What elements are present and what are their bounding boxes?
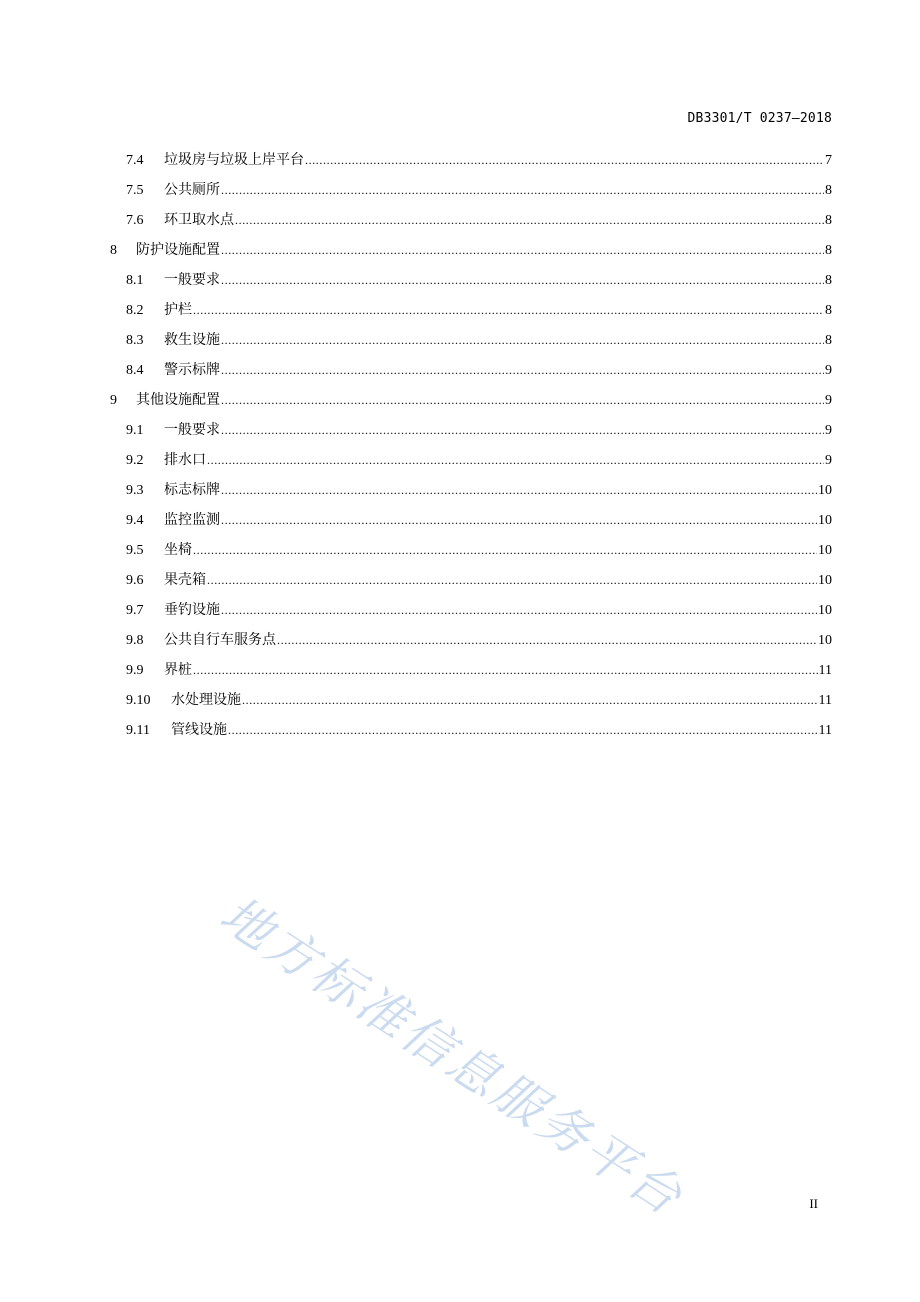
toc-dot-leader <box>221 415 824 445</box>
toc-entry-9-9[interactable] <box>126 655 832 685</box>
toc-entry-7-6[interactable] <box>126 205 832 235</box>
toc-entry-title: 管线设施 <box>171 722 227 738</box>
toc-entry-number: 8.4 <box>126 363 144 378</box>
toc-entry-9-5[interactable] <box>126 535 832 565</box>
document-code: DB3301/T 0237—2018 <box>687 111 832 126</box>
toc-entry-7-4[interactable] <box>126 145 832 175</box>
toc-entry-title: 界桩 <box>164 662 192 678</box>
toc-dot-leader <box>228 715 818 745</box>
toc-entry-title: 监控监测 <box>164 512 220 528</box>
toc-dot-leader <box>193 655 818 685</box>
toc-entry-number: 9.4 <box>126 513 144 528</box>
toc-entry-title: 防护设施配置 <box>136 242 220 258</box>
toc-entry-page: 9 <box>825 453 832 468</box>
toc-entry-number: 9.7 <box>126 603 144 618</box>
toc-entry-number: 8 <box>110 243 117 258</box>
toc-dot-leader <box>221 505 817 535</box>
toc-dot-leader <box>193 535 817 565</box>
toc-entry-page: 7 <box>825 153 832 168</box>
toc-entry-number: 9 <box>110 393 117 408</box>
toc-dot-leader <box>221 235 824 265</box>
toc-entry-9-7[interactable] <box>126 595 832 625</box>
toc-entry-title: 其他设施配置 <box>136 392 220 408</box>
toc-entry-9-10[interactable] <box>126 685 832 715</box>
toc-entry-page: 11 <box>818 723 832 738</box>
toc-entry-number: 9.6 <box>126 573 144 588</box>
toc-entry-title: 公共自行车服务点 <box>164 632 276 648</box>
toc-entry-page: 10 <box>818 483 832 498</box>
toc-entry-number: 9.9 <box>126 663 144 678</box>
toc-entry-page: 8 <box>825 183 832 198</box>
toc-entry-page: 9 <box>825 423 832 438</box>
toc-entry-page: 10 <box>818 603 832 618</box>
toc-dot-leader <box>242 685 818 715</box>
toc-dot-leader <box>277 625 817 655</box>
watermark: 地方标准信息服务平台 <box>210 885 695 1228</box>
toc-entry-9-8[interactable] <box>126 625 832 655</box>
toc-dot-leader <box>221 265 824 295</box>
toc-entry-8-1[interactable] <box>126 265 832 295</box>
toc-dot-leader <box>221 355 824 385</box>
toc-entry-7-5[interactable] <box>126 175 832 205</box>
toc-entry-8[interactable] <box>110 235 832 265</box>
toc-entry-page: 11 <box>818 663 832 678</box>
toc-entry-title: 排水口 <box>164 452 206 468</box>
toc-dot-leader <box>221 595 817 625</box>
toc-entry-title: 公共厕所 <box>164 182 220 198</box>
toc-dot-leader <box>207 445 824 475</box>
toc-entry-title: 救生设施 <box>164 332 220 348</box>
toc-entry-page: 9 <box>825 363 832 378</box>
toc-dot-leader <box>235 205 824 235</box>
toc-entry-9[interactable] <box>110 385 832 415</box>
toc-entry-8-2[interactable] <box>126 295 832 325</box>
toc-dot-leader <box>221 175 824 205</box>
toc-dot-leader <box>221 325 824 355</box>
toc-entry-number: 9.3 <box>126 483 144 498</box>
toc-entry-9-4[interactable] <box>126 505 832 535</box>
toc-entry-number: 7.5 <box>126 183 144 198</box>
toc-entry-page: 8 <box>825 273 832 288</box>
toc-entry-number: 9.8 <box>126 633 144 648</box>
toc-entry-9-6[interactable] <box>126 565 832 595</box>
toc-entry-title: 水处理设施 <box>171 692 241 708</box>
toc-dot-leader <box>207 565 817 595</box>
toc-entry-8-3[interactable] <box>126 325 832 355</box>
toc-entry-page: 8 <box>825 303 832 318</box>
toc-entry-page: 9 <box>825 393 832 408</box>
toc-entry-number: 9.2 <box>126 453 144 468</box>
toc-entry-title: 护栏 <box>164 302 192 318</box>
toc-entry-title: 警示标牌 <box>164 362 220 378</box>
toc-entry-title: 一般要求 <box>164 272 220 288</box>
toc-entry-title: 标志标牌 <box>164 482 220 498</box>
toc-entry-page: 10 <box>818 513 832 528</box>
toc-dot-leader <box>221 385 824 415</box>
toc-entry-number: 9.10 <box>126 693 151 708</box>
toc-entry-page: 8 <box>825 333 832 348</box>
toc-entry-8-4[interactable] <box>126 355 832 385</box>
toc-entry-number: 8.3 <box>126 333 144 348</box>
toc-entry-number: 9.1 <box>126 423 144 438</box>
toc-entry-page: 10 <box>818 573 832 588</box>
toc-entry-9-3[interactable] <box>126 475 832 505</box>
toc-entry-page: 8 <box>825 213 832 228</box>
toc-entry-number: 9.11 <box>126 723 150 738</box>
toc-entry-number: 7.4 <box>126 153 144 168</box>
toc-entry-page: 11 <box>818 693 832 708</box>
toc-entry-9-2[interactable] <box>126 445 832 475</box>
toc-entry-9-11[interactable] <box>126 715 832 745</box>
toc-dot-leader <box>193 295 824 325</box>
toc-entry-page: 8 <box>825 243 832 258</box>
toc-entry-title: 坐椅 <box>164 542 192 558</box>
toc-entry-title: 垂钓设施 <box>164 602 220 618</box>
toc-entry-title: 一般要求 <box>164 422 220 438</box>
toc-entry-number: 8.1 <box>126 273 144 288</box>
toc-entry-title: 果壳箱 <box>164 572 206 588</box>
toc-entry-title: 环卫取水点 <box>164 212 234 228</box>
toc-entry-title: 垃圾房与垃圾上岸平台 <box>164 152 304 168</box>
toc-entry-page: 10 <box>818 633 832 648</box>
toc-entry-number: 8.2 <box>126 303 144 318</box>
toc-entry-9-1[interactable] <box>126 415 832 445</box>
toc-entry-page: 10 <box>818 543 832 558</box>
footer-page-number: II <box>809 1196 818 1211</box>
toc-dot-leader <box>305 145 824 175</box>
toc-entry-number: 9.5 <box>126 543 144 558</box>
toc-entry-number: 7.6 <box>126 213 144 228</box>
toc-dot-leader <box>221 475 817 505</box>
